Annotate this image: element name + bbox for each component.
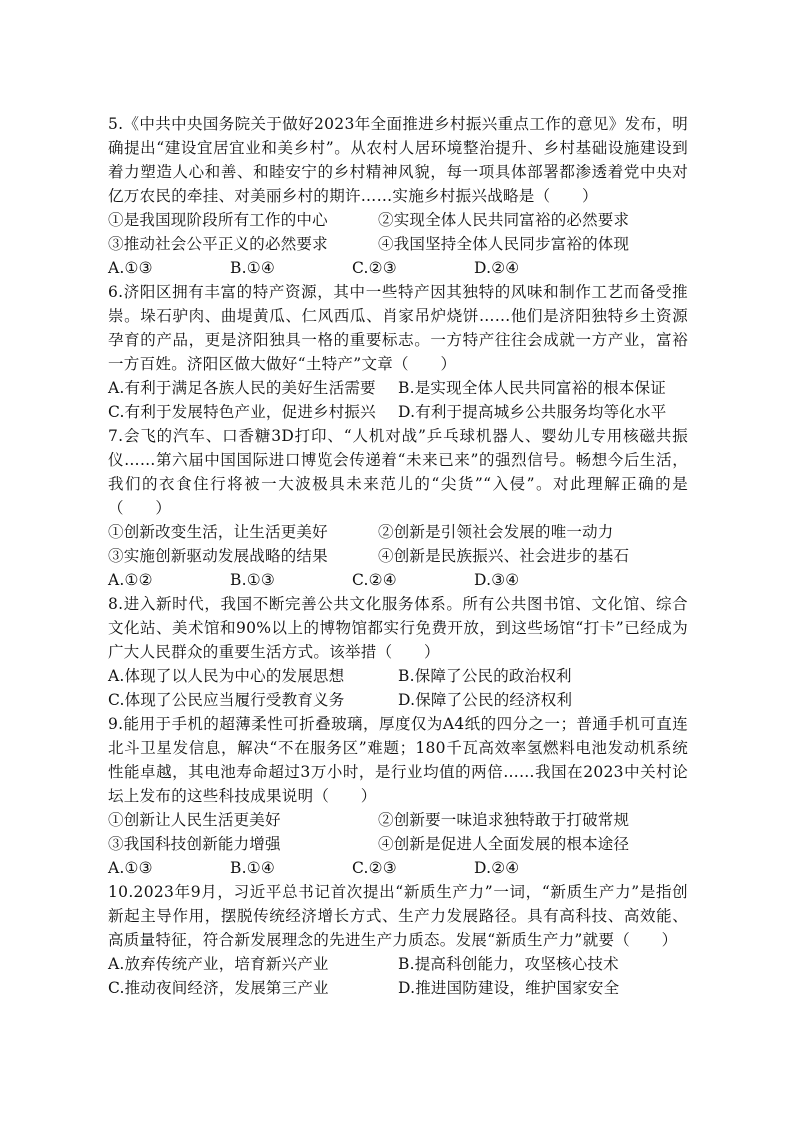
statement: ③实施创新驱动发展战略的结果 <box>108 547 328 565</box>
statement: ①创新改变生活，让生活更美好 <box>108 523 328 541</box>
statement: ②创新要一味追求独特敢于打破常规 <box>378 811 630 829</box>
option-a: A.有利于满足各族人民的美好生活需要 <box>108 379 376 397</box>
statement: ①创新让人民生活更美好 <box>108 811 281 829</box>
question-6 <box>108 280 688 424</box>
option-row <box>108 688 688 712</box>
choice-row <box>108 856 688 880</box>
statement-row <box>108 232 688 256</box>
option-b: B.保障了公民的政治权利 <box>398 667 572 685</box>
statement: ②创新是引领社会发展的唯一动力 <box>378 523 614 541</box>
choice-row <box>108 256 688 280</box>
question-stem: 8.进入新时代，我国不断完善公共文化服务体系。所有公共图书馆、文化馆、综合文化站、美术馆和90%以上的博物馆都实行免费开放，到这些场馆“打卡”已经成为广大人民群众的重要生活方式。该举措（ ） <box>108 595 688 661</box>
option-d: D.保障了公民的经济权利 <box>398 691 573 709</box>
question-5 <box>108 112 688 280</box>
choice-d: D.②④ <box>474 259 520 277</box>
statement: ④我国坚持全体人民同步富裕的体现 <box>378 235 630 253</box>
option-c: C.体现了公民应当履行受教育义务 <box>108 691 345 709</box>
statement: ④创新是促进人全面发展的根本途径 <box>378 835 630 853</box>
question-stem: 10.2023年9月，习近平总书记首次提出“新质生产力”一词，“新质生产力”是指创新起主导作用，摆脱传统经济增长方式、生产力发展路径。具有高科技、高效能、高质量特征，符合新发展理念的先进生产力质态。发展“新质生产力”就要（ ） <box>108 883 688 949</box>
option-b: B.提高科创能力，攻坚核心技术 <box>398 955 619 973</box>
statement: ④创新是民族振兴、社会进步的基石 <box>378 547 630 565</box>
statement-row <box>108 832 688 856</box>
question-stem: 7.会飞的汽车、口香糖3D打印、“人机对战”乒乓球机器人、婴幼儿专用核磁共振仪……第六届中国国际进口博览会传递着“未来已来”的强烈信号。畅想今后生活，我们的衣食住行将被一大波极具未来范儿的“尖货”“入侵”。对此理解正确的是（ ） <box>108 427 688 517</box>
option-c: C.有利于发展特色产业，促进乡村振兴 <box>108 403 376 421</box>
statement-row <box>108 208 688 232</box>
question-7 <box>108 424 688 592</box>
option-row <box>108 952 688 976</box>
option-c: C.推动夜间经济，发展第三产业 <box>108 979 329 997</box>
choice-c: C.②③ <box>352 859 397 877</box>
statement: ③我国科技创新能力增强 <box>108 835 281 853</box>
choice-b: B.①④ <box>230 259 275 277</box>
statement: ①是我国现阶段所有工作的中心 <box>108 211 328 229</box>
question-stem: 9.能用于手机的超薄柔性可折叠玻璃，厚度仅为A4纸的四分之一；普通手机可直连北斗卫星发信息，解决“不在服务区”难题；180千瓦高效率氢燃料电池发动机系统性能卓越，其电池寿命超过3万小时，是行业均值的两倍……我国在2023中关村论坛上发布的这些科技成果说明（ ） <box>108 715 688 805</box>
option-a: A.体现了以人民为中心的发展思想 <box>108 667 345 685</box>
option-d: D.有利于提高城乡公共服务均等化水平 <box>398 403 667 421</box>
choice-b: B.①③ <box>230 571 275 589</box>
choice-row <box>108 568 688 592</box>
question-10 <box>108 880 688 1000</box>
choice-d: D.②④ <box>474 859 520 877</box>
choice-c: C.②③ <box>352 259 397 277</box>
choice-b: B.①④ <box>230 859 275 877</box>
question-stem: 5.《中共中央国务院关于做好2023年全面推进乡村振兴重点工作的意见》发布，明确提出“建设宜居宜业和美乡村”。从农村人居环境整治提升、乡村基础设施建设到着力塑造人心和善、和睦安宁的乡村精神风貌，每一项具体部署都渗透着党中央对亿万农民的牵挂、对美丽乡村的期许……实施乡村振兴战略是（ ） <box>108 115 688 205</box>
option-row <box>108 376 688 400</box>
option-row <box>108 400 688 424</box>
option-d: D.推进国防建设，维护国家安全 <box>398 979 620 997</box>
statement: ②实现全体人民共同富裕的必然要求 <box>378 211 630 229</box>
option-a: A.放弃传统产业，培育新兴产业 <box>108 955 329 973</box>
question-stem: 6.济阳区拥有丰富的特产资源，其中一些特产因其独特的风味和制作工艺而备受推崇。垛石驴肉、曲堤黄瓜、仁风西瓜、肖家吊炉烧饼……他们是济阳独特乡土资源孕育的产品，更是济阳独具一格的重要标志。一方特产往往会成就一方产业，富裕一方百姓。济阳区做大做好“土特产”文章（ ） <box>108 283 688 373</box>
choice-a: A.①② <box>108 571 153 589</box>
option-row <box>108 664 688 688</box>
statement-row <box>108 520 688 544</box>
question-9 <box>108 712 688 880</box>
statement-row <box>108 544 688 568</box>
option-b: B.是实现全体人民共同富裕的根本保证 <box>398 379 666 397</box>
choice-a: A.①③ <box>108 859 153 877</box>
statement-row <box>108 808 688 832</box>
question-8 <box>108 592 688 712</box>
choice-d: D.③④ <box>474 571 520 589</box>
statement: ③推动社会公平正义的必然要求 <box>108 235 328 253</box>
option-row <box>108 976 688 1000</box>
choice-c: C.②④ <box>352 571 397 589</box>
choice-a: A.①③ <box>108 259 153 277</box>
